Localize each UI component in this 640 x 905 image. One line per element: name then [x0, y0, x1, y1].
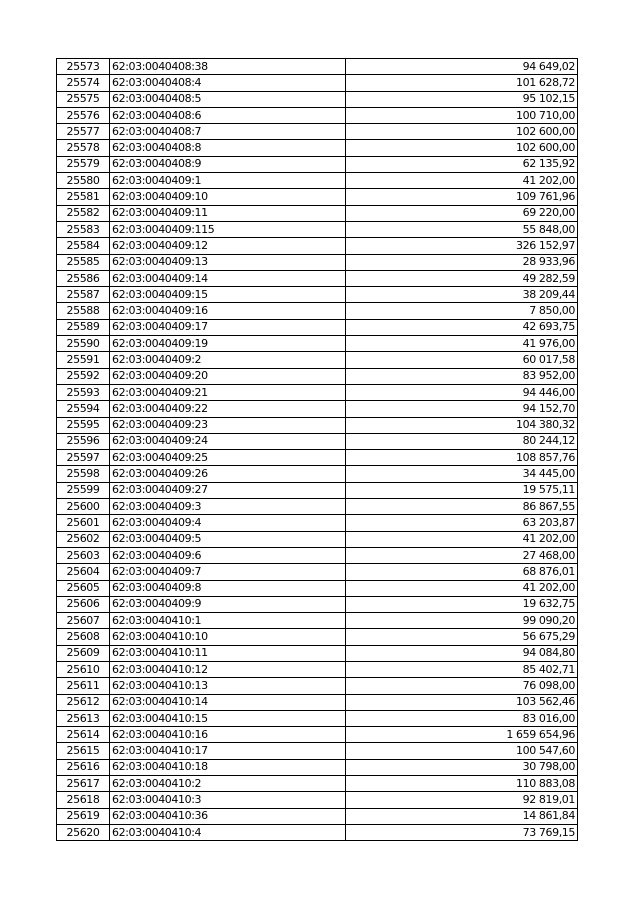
row-number: 25617	[57, 776, 110, 792]
row-number: 25583	[57, 221, 110, 237]
cadastral-number: 62:03:0040410:4	[110, 824, 346, 840]
cadastral-number: 62:03:0040409:21	[110, 384, 346, 400]
cadastral-number: 62:03:0040409:11	[110, 205, 346, 221]
table-row	[57, 140, 578, 156]
row-number: 25578	[57, 140, 110, 156]
cadastral-value: 85 402,71	[346, 661, 578, 677]
cadastral-number: 62:03:0040410:16	[110, 727, 346, 743]
table-row	[57, 531, 578, 547]
cadastral-value: 49 282,59	[346, 270, 578, 286]
table-row	[57, 499, 578, 515]
table-row	[57, 824, 578, 840]
cadastral-number: 62:03:0040410:36	[110, 808, 346, 824]
table-row	[57, 759, 578, 775]
cadastral-value: 94 152,70	[346, 401, 578, 417]
row-number: 25618	[57, 792, 110, 808]
cadastral-value: 30 798,00	[346, 759, 578, 775]
cadastral-number: 62:03:0040408:38	[110, 59, 346, 75]
cadastral-number: 62:03:0040408:8	[110, 140, 346, 156]
cadastral-number: 62:03:0040410:1	[110, 613, 346, 629]
row-number: 25591	[57, 352, 110, 368]
cadastral-value: 41 202,00	[346, 580, 578, 596]
table-row	[57, 384, 578, 400]
table-row	[57, 189, 578, 205]
cadastral-number: 62:03:0040409:8	[110, 580, 346, 596]
row-number: 25608	[57, 629, 110, 645]
cadastral-number: 62:03:0040409:6	[110, 547, 346, 563]
cadastral-value: 99 090,20	[346, 613, 578, 629]
table-row	[57, 319, 578, 335]
row-number: 25611	[57, 678, 110, 694]
cadastral-number: 62:03:0040410:11	[110, 645, 346, 661]
table-row	[57, 336, 578, 352]
cadastral-value: 110 883,08	[346, 776, 578, 792]
cadastral-number: 62:03:0040409:9	[110, 596, 346, 612]
table-row	[57, 368, 578, 384]
row-number: 25593	[57, 384, 110, 400]
cadastral-number: 62:03:0040409:12	[110, 238, 346, 254]
table-row	[57, 75, 578, 91]
cadastral-number: 62:03:0040408:4	[110, 75, 346, 91]
cadastral-value: 83 016,00	[346, 710, 578, 726]
cadastral-value: 41 202,00	[346, 173, 578, 189]
cadastral-value: 19 632,75	[346, 596, 578, 612]
cadastral-number: 62:03:0040410:10	[110, 629, 346, 645]
cadastral-number: 62:03:0040410:13	[110, 678, 346, 694]
cadastral-number: 62:03:0040408:6	[110, 107, 346, 123]
cadastral-number: 62:03:0040409:5	[110, 531, 346, 547]
table-row	[57, 482, 578, 498]
cadastral-number: 62:03:0040410:18	[110, 759, 346, 775]
row-number: 25594	[57, 401, 110, 417]
cadastral-number: 62:03:0040409:3	[110, 499, 346, 515]
row-number: 25595	[57, 417, 110, 433]
row-number: 25619	[57, 808, 110, 824]
cadastral-value: 92 819,01	[346, 792, 578, 808]
row-number: 25584	[57, 238, 110, 254]
cadastral-number: 62:03:0040409:24	[110, 433, 346, 449]
table-row	[57, 613, 578, 629]
cadastral-value: 42 693,75	[346, 319, 578, 335]
row-number: 25585	[57, 254, 110, 270]
table-row	[57, 694, 578, 710]
table-row	[57, 303, 578, 319]
cadastral-value: 19 575,11	[346, 482, 578, 498]
cadastral-value: 7 850,00	[346, 303, 578, 319]
cadastral-number: 62:03:0040409:20	[110, 368, 346, 384]
row-number: 25574	[57, 75, 110, 91]
table-row	[57, 287, 578, 303]
cadastral-number: 62:03:0040410:15	[110, 710, 346, 726]
cadastral-value: 100 547,60	[346, 743, 578, 759]
row-number: 25604	[57, 564, 110, 580]
cadastral-number: 62:03:0040409:2	[110, 352, 346, 368]
row-number: 25573	[57, 59, 110, 75]
table-row	[57, 173, 578, 189]
table-row	[57, 433, 578, 449]
row-number: 25589	[57, 319, 110, 335]
cadastral-value: 63 203,87	[346, 515, 578, 531]
cadastral-value-table	[56, 58, 578, 841]
row-number: 25615	[57, 743, 110, 759]
row-number: 25575	[57, 91, 110, 107]
cadastral-value: 101 628,72	[346, 75, 578, 91]
cadastral-number: 62:03:0040410:3	[110, 792, 346, 808]
cadastral-value: 76 098,00	[346, 678, 578, 694]
row-number: 25582	[57, 205, 110, 221]
cadastral-number: 62:03:0040409:13	[110, 254, 346, 270]
cadastral-number: 62:03:0040409:15	[110, 287, 346, 303]
cadastral-number: 62:03:0040409:26	[110, 466, 346, 482]
table-row	[57, 515, 578, 531]
cadastral-value: 94 084,80	[346, 645, 578, 661]
cadastral-number: 62:03:0040409:1	[110, 173, 346, 189]
cadastral-value: 56 675,29	[346, 629, 578, 645]
table-row	[57, 547, 578, 563]
cadastral-number: 62:03:0040409:10	[110, 189, 346, 205]
row-number: 25601	[57, 515, 110, 531]
row-number: 25606	[57, 596, 110, 612]
row-number: 25610	[57, 661, 110, 677]
row-number: 25590	[57, 336, 110, 352]
cadastral-value: 94 649,02	[346, 59, 578, 75]
row-number: 25580	[57, 173, 110, 189]
cadastral-value: 14 861,84	[346, 808, 578, 824]
row-number: 25603	[57, 547, 110, 563]
row-number: 25598	[57, 466, 110, 482]
cadastral-number: 62:03:0040410:17	[110, 743, 346, 759]
row-number: 25581	[57, 189, 110, 205]
row-number: 25616	[57, 759, 110, 775]
table-row	[57, 270, 578, 286]
table-row	[57, 466, 578, 482]
cadastral-value: 108 857,76	[346, 450, 578, 466]
row-number: 25605	[57, 580, 110, 596]
table-row	[57, 124, 578, 140]
row-number: 25600	[57, 499, 110, 515]
table-row	[57, 564, 578, 580]
cadastral-value: 95 102,15	[346, 91, 578, 107]
table-row	[57, 678, 578, 694]
table-row	[57, 59, 578, 75]
cadastral-number: 62:03:0040410:12	[110, 661, 346, 677]
cadastral-number: 62:03:0040409:17	[110, 319, 346, 335]
cadastral-value: 109 761,96	[346, 189, 578, 205]
table-row	[57, 580, 578, 596]
cadastral-value: 100 710,00	[346, 107, 578, 123]
cadastral-number: 62:03:0040409:14	[110, 270, 346, 286]
cadastral-value: 68 876,01	[346, 564, 578, 580]
row-number: 25612	[57, 694, 110, 710]
table-row	[57, 107, 578, 123]
cadastral-number: 62:03:0040408:9	[110, 156, 346, 172]
table-body	[57, 59, 578, 841]
cadastral-value: 55 848,00	[346, 221, 578, 237]
cadastral-value: 83 952,00	[346, 368, 578, 384]
table-row	[57, 417, 578, 433]
row-number: 25588	[57, 303, 110, 319]
table-row	[57, 156, 578, 172]
row-number: 25576	[57, 107, 110, 123]
row-number: 25586	[57, 270, 110, 286]
row-number: 25607	[57, 613, 110, 629]
row-number: 25587	[57, 287, 110, 303]
cadastral-value: 326 152,97	[346, 238, 578, 254]
cadastral-number: 62:03:0040409:22	[110, 401, 346, 417]
cadastral-value: 80 244,12	[346, 433, 578, 449]
row-number: 25599	[57, 482, 110, 498]
cadastral-value: 73 769,15	[346, 824, 578, 840]
row-number: 25609	[57, 645, 110, 661]
cadastral-number: 62:03:0040409:115	[110, 221, 346, 237]
cadastral-value: 34 445,00	[346, 466, 578, 482]
row-number: 25592	[57, 368, 110, 384]
table-row	[57, 91, 578, 107]
cadastral-number: 62:03:0040409:19	[110, 336, 346, 352]
cadastral-value: 102 600,00	[346, 140, 578, 156]
cadastral-value: 86 867,55	[346, 499, 578, 515]
row-number: 25620	[57, 824, 110, 840]
row-number: 25596	[57, 433, 110, 449]
cadastral-number: 62:03:0040409:27	[110, 482, 346, 498]
table-row	[57, 792, 578, 808]
cadastral-number: 62:03:0040409:16	[110, 303, 346, 319]
row-number: 25614	[57, 727, 110, 743]
row-number: 25613	[57, 710, 110, 726]
cadastral-number: 62:03:0040409:4	[110, 515, 346, 531]
table-row	[57, 205, 578, 221]
table-row	[57, 710, 578, 726]
cadastral-number: 62:03:0040408:5	[110, 91, 346, 107]
row-number: 25579	[57, 156, 110, 172]
table-row	[57, 661, 578, 677]
cadastral-value: 1 659 654,96	[346, 727, 578, 743]
cadastral-value: 103 562,46	[346, 694, 578, 710]
table-row	[57, 352, 578, 368]
row-number: 25597	[57, 450, 110, 466]
table-row	[57, 808, 578, 824]
table-row	[57, 776, 578, 792]
cadastral-number: 62:03:0040408:7	[110, 124, 346, 140]
table-row	[57, 238, 578, 254]
cadastral-value: 102 600,00	[346, 124, 578, 140]
cadastral-value: 38 209,44	[346, 287, 578, 303]
table-row	[57, 743, 578, 759]
table-row	[57, 401, 578, 417]
cadastral-number: 62:03:0040410:2	[110, 776, 346, 792]
table-row	[57, 629, 578, 645]
cadastral-value: 104 380,32	[346, 417, 578, 433]
cadastral-value: 62 135,92	[346, 156, 578, 172]
table-row	[57, 254, 578, 270]
cadastral-value: 41 202,00	[346, 531, 578, 547]
cadastral-value: 69 220,00	[346, 205, 578, 221]
cadastral-value: 94 446,00	[346, 384, 578, 400]
row-number: 25577	[57, 124, 110, 140]
table-row	[57, 450, 578, 466]
cadastral-value: 41 976,00	[346, 336, 578, 352]
cadastral-number: 62:03:0040409:23	[110, 417, 346, 433]
table-row	[57, 727, 578, 743]
table-row	[57, 596, 578, 612]
cadastral-number: 62:03:0040409:25	[110, 450, 346, 466]
cadastral-value: 28 933,96	[346, 254, 578, 270]
cadastral-number: 62:03:0040410:14	[110, 694, 346, 710]
table-row	[57, 221, 578, 237]
table-row	[57, 645, 578, 661]
cadastral-value: 27 468,00	[346, 547, 578, 563]
row-number: 25602	[57, 531, 110, 547]
cadastral-number: 62:03:0040409:7	[110, 564, 346, 580]
cadastral-value: 60 017,58	[346, 352, 578, 368]
